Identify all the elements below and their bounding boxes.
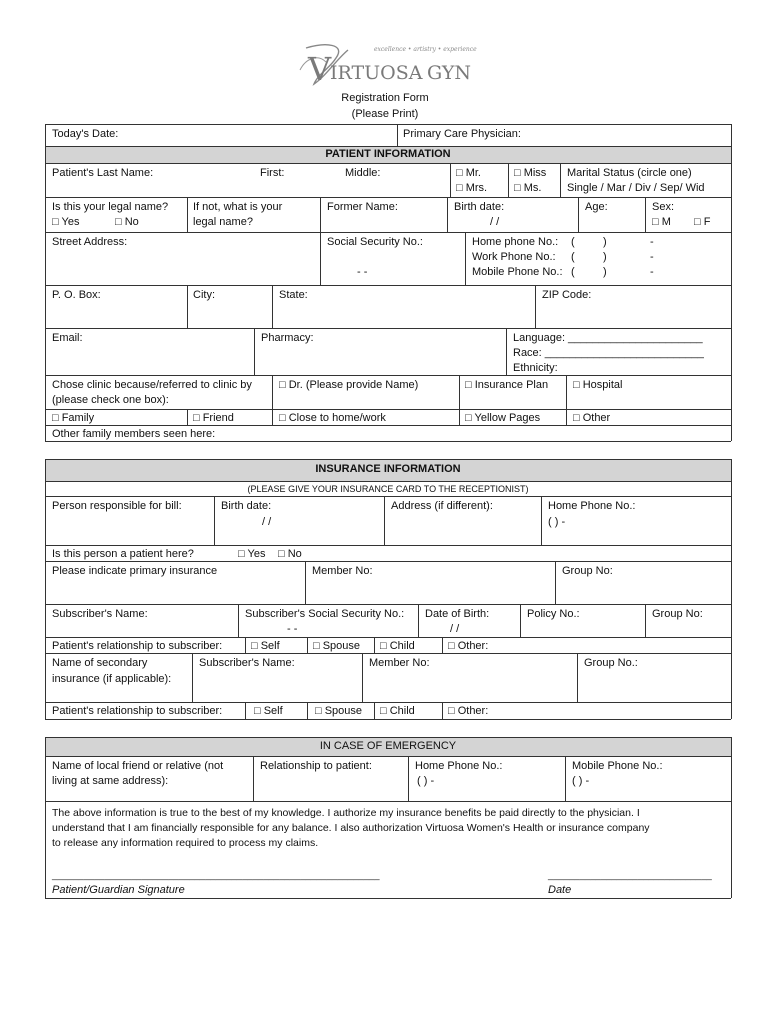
relationship-other-checkbox[interactable]: □ Other: (448, 640, 489, 652)
chose-clinic-label: Chose clinic because/referred to clinic by (52, 379, 252, 391)
relationship-spouse-checkbox[interactable]: □ Spouse (313, 640, 361, 652)
pcp-label: Primary Care Physician: (403, 128, 521, 140)
legal-name-question: Is this your legal name? (52, 201, 169, 213)
sex-f-checkbox[interactable]: □ F (694, 216, 711, 228)
relationship2-child-checkbox[interactable]: □ Child (380, 705, 415, 717)
authorization-statement-1: The above information is true to the best of my knowledge. I authorize my insurance benefits be paid directly to the physician. I (52, 807, 640, 819)
relationship2-spouse-checkbox[interactable]: □ Spouse (315, 705, 363, 717)
phone-paren-open: ( (571, 236, 575, 248)
relationship-label-2: Patient's relationship to subscriber: (52, 705, 223, 717)
form-title: Registration Form (341, 92, 429, 104)
logo-name: IRTUOSA (330, 62, 423, 84)
patient-header: PATIENT INFORMATION (325, 148, 451, 160)
marital-status-options[interactable]: Single / Mar / Div / Sep/ Wid (567, 182, 705, 194)
subscriber-dob-slashes: / / (450, 623, 460, 635)
birth-date-slashes: / / (490, 216, 500, 228)
secondary-subscriber-label: Subscriber's Name: (199, 657, 295, 669)
todays-date-label: Today's Date: (52, 128, 119, 140)
insurance-header: INSURANCE INFORMATION (315, 463, 461, 475)
referral-dr-checkbox[interactable]: □ Dr. (Please provide Name) (279, 379, 419, 391)
legal-name-if-not: If not, what is your (193, 201, 283, 213)
first-name-label: First: (260, 167, 285, 179)
signature-line[interactable]: ______________________________________________________________ (52, 870, 380, 881)
resp-phone-blank: ( ) - (548, 516, 566, 528)
signature-label: Patient/Guardian Signature (52, 884, 185, 896)
legal-name-if-not-2: legal name? (193, 216, 253, 228)
subscriber-ssn-dashes: - - (287, 623, 298, 635)
group-no-label-2: Group No: (652, 608, 703, 620)
subscriber-name-label: Subscriber's Name: (52, 608, 148, 620)
city-label: City: (193, 289, 215, 301)
chose-clinic-label-2: (please check one box): (52, 394, 169, 406)
email-label: Email: (52, 332, 83, 344)
pharmacy-label: Pharmacy: (261, 332, 314, 344)
authorization-statement-2: understand that I am financially responsible for any balance. I also authorization Virtuosa Women's Health or insurance company (52, 822, 650, 834)
emergency-friend-label: Name of local friend or relative (not (52, 760, 224, 772)
legal-yes-checkbox[interactable]: □ Yes (52, 216, 80, 228)
insurance-card-note: (PLEASE GIVE YOUR INSURANCE CARD TO THE RECEPTIONIST) (247, 484, 529, 494)
member-no-label: Member No: (312, 565, 373, 577)
emergency-relationship-label: Relationship to patient: (260, 760, 372, 772)
street-address-label: Street Address: (52, 236, 128, 248)
is-patient-yes-checkbox[interactable]: □ Yes (238, 548, 266, 560)
relationship2-self-checkbox[interactable]: □ Self (254, 705, 283, 717)
relationship-label: Patient's relationship to subscriber: (52, 640, 223, 652)
referral-yellow-pages-checkbox[interactable]: □ Yellow Pages (465, 412, 541, 424)
secondary-member-label: Member No: (369, 657, 430, 669)
po-box-label: P. O. Box: (52, 289, 101, 301)
former-name-label: Former Name: (327, 201, 398, 213)
secondary-insurance-label-2: insurance (if applicable): (52, 673, 172, 685)
emergency-home-phone-blank: ( ) - (417, 775, 435, 787)
referral-other-checkbox[interactable]: □ Other (573, 412, 611, 424)
date-label: Date (548, 884, 572, 896)
home-phone-label: Home phone No.: (472, 236, 559, 248)
resp-birth-label: Birth date: (221, 500, 272, 512)
logo-tagline: excellence • artistry • experience (374, 46, 477, 53)
mobile-phone-label: Mobile Phone No.: (472, 266, 563, 278)
emergency-mobile-phone-label: Mobile Phone No.: (572, 760, 663, 772)
phone-paren-open: ( (571, 266, 575, 278)
authorization-statement-3: to release any information required to process my claims. (52, 837, 319, 849)
secondary-insurance-label: Name of secondary (52, 657, 148, 669)
is-patient-no-checkbox[interactable]: □ No (278, 548, 302, 560)
ssn-label: Social Security No.: (327, 236, 423, 248)
emergency-header: IN CASE OF EMERGENCY (319, 740, 457, 752)
date-line[interactable]: _______________________________ (548, 870, 712, 881)
relationship2-other-checkbox[interactable]: □ Other: (448, 705, 489, 717)
referral-insurance-checkbox[interactable]: □ Insurance Plan (465, 379, 549, 391)
resp-address-label: Address (if different): (391, 500, 493, 512)
emergency-home-phone-label: Home Phone No.: (415, 760, 503, 772)
middle-name-label: Middle: (345, 167, 381, 179)
emergency-mobile-phone-blank: ( ) - (572, 775, 590, 787)
phone-paren-close: ) (603, 236, 607, 248)
logo-initial: V (308, 50, 332, 88)
zip-code-label: ZIP Code: (542, 289, 592, 301)
phone-paren-close: ) (603, 251, 607, 263)
phone-dash: - (650, 266, 654, 278)
title-mr-checkbox[interactable]: □ Mr. (456, 167, 481, 179)
relationship-self-checkbox[interactable]: □ Self (251, 640, 280, 652)
phone-paren-open: ( (571, 251, 575, 263)
emergency-friend-label-2: living at same address): (52, 775, 169, 787)
is-patient-question: Is this person a patient here? (52, 548, 194, 560)
referral-family-checkbox[interactable]: □ Family (52, 412, 95, 424)
other-family-label: Other family members seen here: (52, 428, 216, 440)
legal-no-checkbox[interactable]: □ No (115, 216, 139, 228)
state-label: State: (279, 289, 308, 301)
ethnicity-label: Ethnicity: (513, 362, 558, 374)
resp-birth-slashes: / / (262, 516, 272, 528)
subscriber-ssn-label: Subscriber's Social Security No.: (245, 608, 405, 620)
logo (296, 40, 476, 90)
form-subtitle: (Please Print) (351, 108, 419, 120)
policy-no-label: Policy No.: (527, 608, 580, 620)
age-label: Age: (585, 201, 608, 213)
subscriber-dob-label: Date of Birth: (425, 608, 490, 620)
marital-status-label: Marital Status (circle one) (567, 167, 692, 179)
ssn-dashes: - - (357, 266, 368, 278)
relationship-child-checkbox[interactable]: □ Child (380, 640, 415, 652)
sex-label: Sex: (652, 201, 675, 213)
responsible-label: Person responsible for bill: (52, 500, 182, 512)
title-mrs-checkbox[interactable]: □ Mrs. (456, 182, 488, 194)
birth-date-label: Birth date: (454, 201, 505, 213)
race-label: Race: __________________________ (513, 347, 704, 359)
title-miss-checkbox[interactable]: □ Miss (514, 167, 547, 179)
phone-dash: - (650, 251, 654, 263)
logo-suffix: GYN (427, 62, 472, 84)
secondary-group-label: Group No.: (584, 657, 638, 669)
referral-hospital-checkbox[interactable]: □ Hospital (573, 379, 623, 391)
title-ms-checkbox[interactable]: □ Ms. (514, 182, 542, 194)
referral-friend-checkbox[interactable]: □ Friend (193, 412, 234, 424)
resp-home-phone-label: Home Phone No.: (548, 500, 636, 512)
language-label: Language: ______________________ (513, 332, 703, 344)
phone-dash: - (650, 236, 654, 248)
primary-insurance-label: Please indicate primary insurance (52, 565, 218, 577)
sex-m-checkbox[interactable]: □ M (652, 216, 671, 228)
work-phone-label: Work Phone No.: (472, 251, 556, 263)
group-no-label: Group No: (562, 565, 613, 577)
last-name-label: Patient's Last Name: (52, 167, 154, 179)
referral-close-home-checkbox[interactable]: □ Close to home/work (279, 412, 386, 424)
phone-paren-close: ) (603, 266, 607, 278)
